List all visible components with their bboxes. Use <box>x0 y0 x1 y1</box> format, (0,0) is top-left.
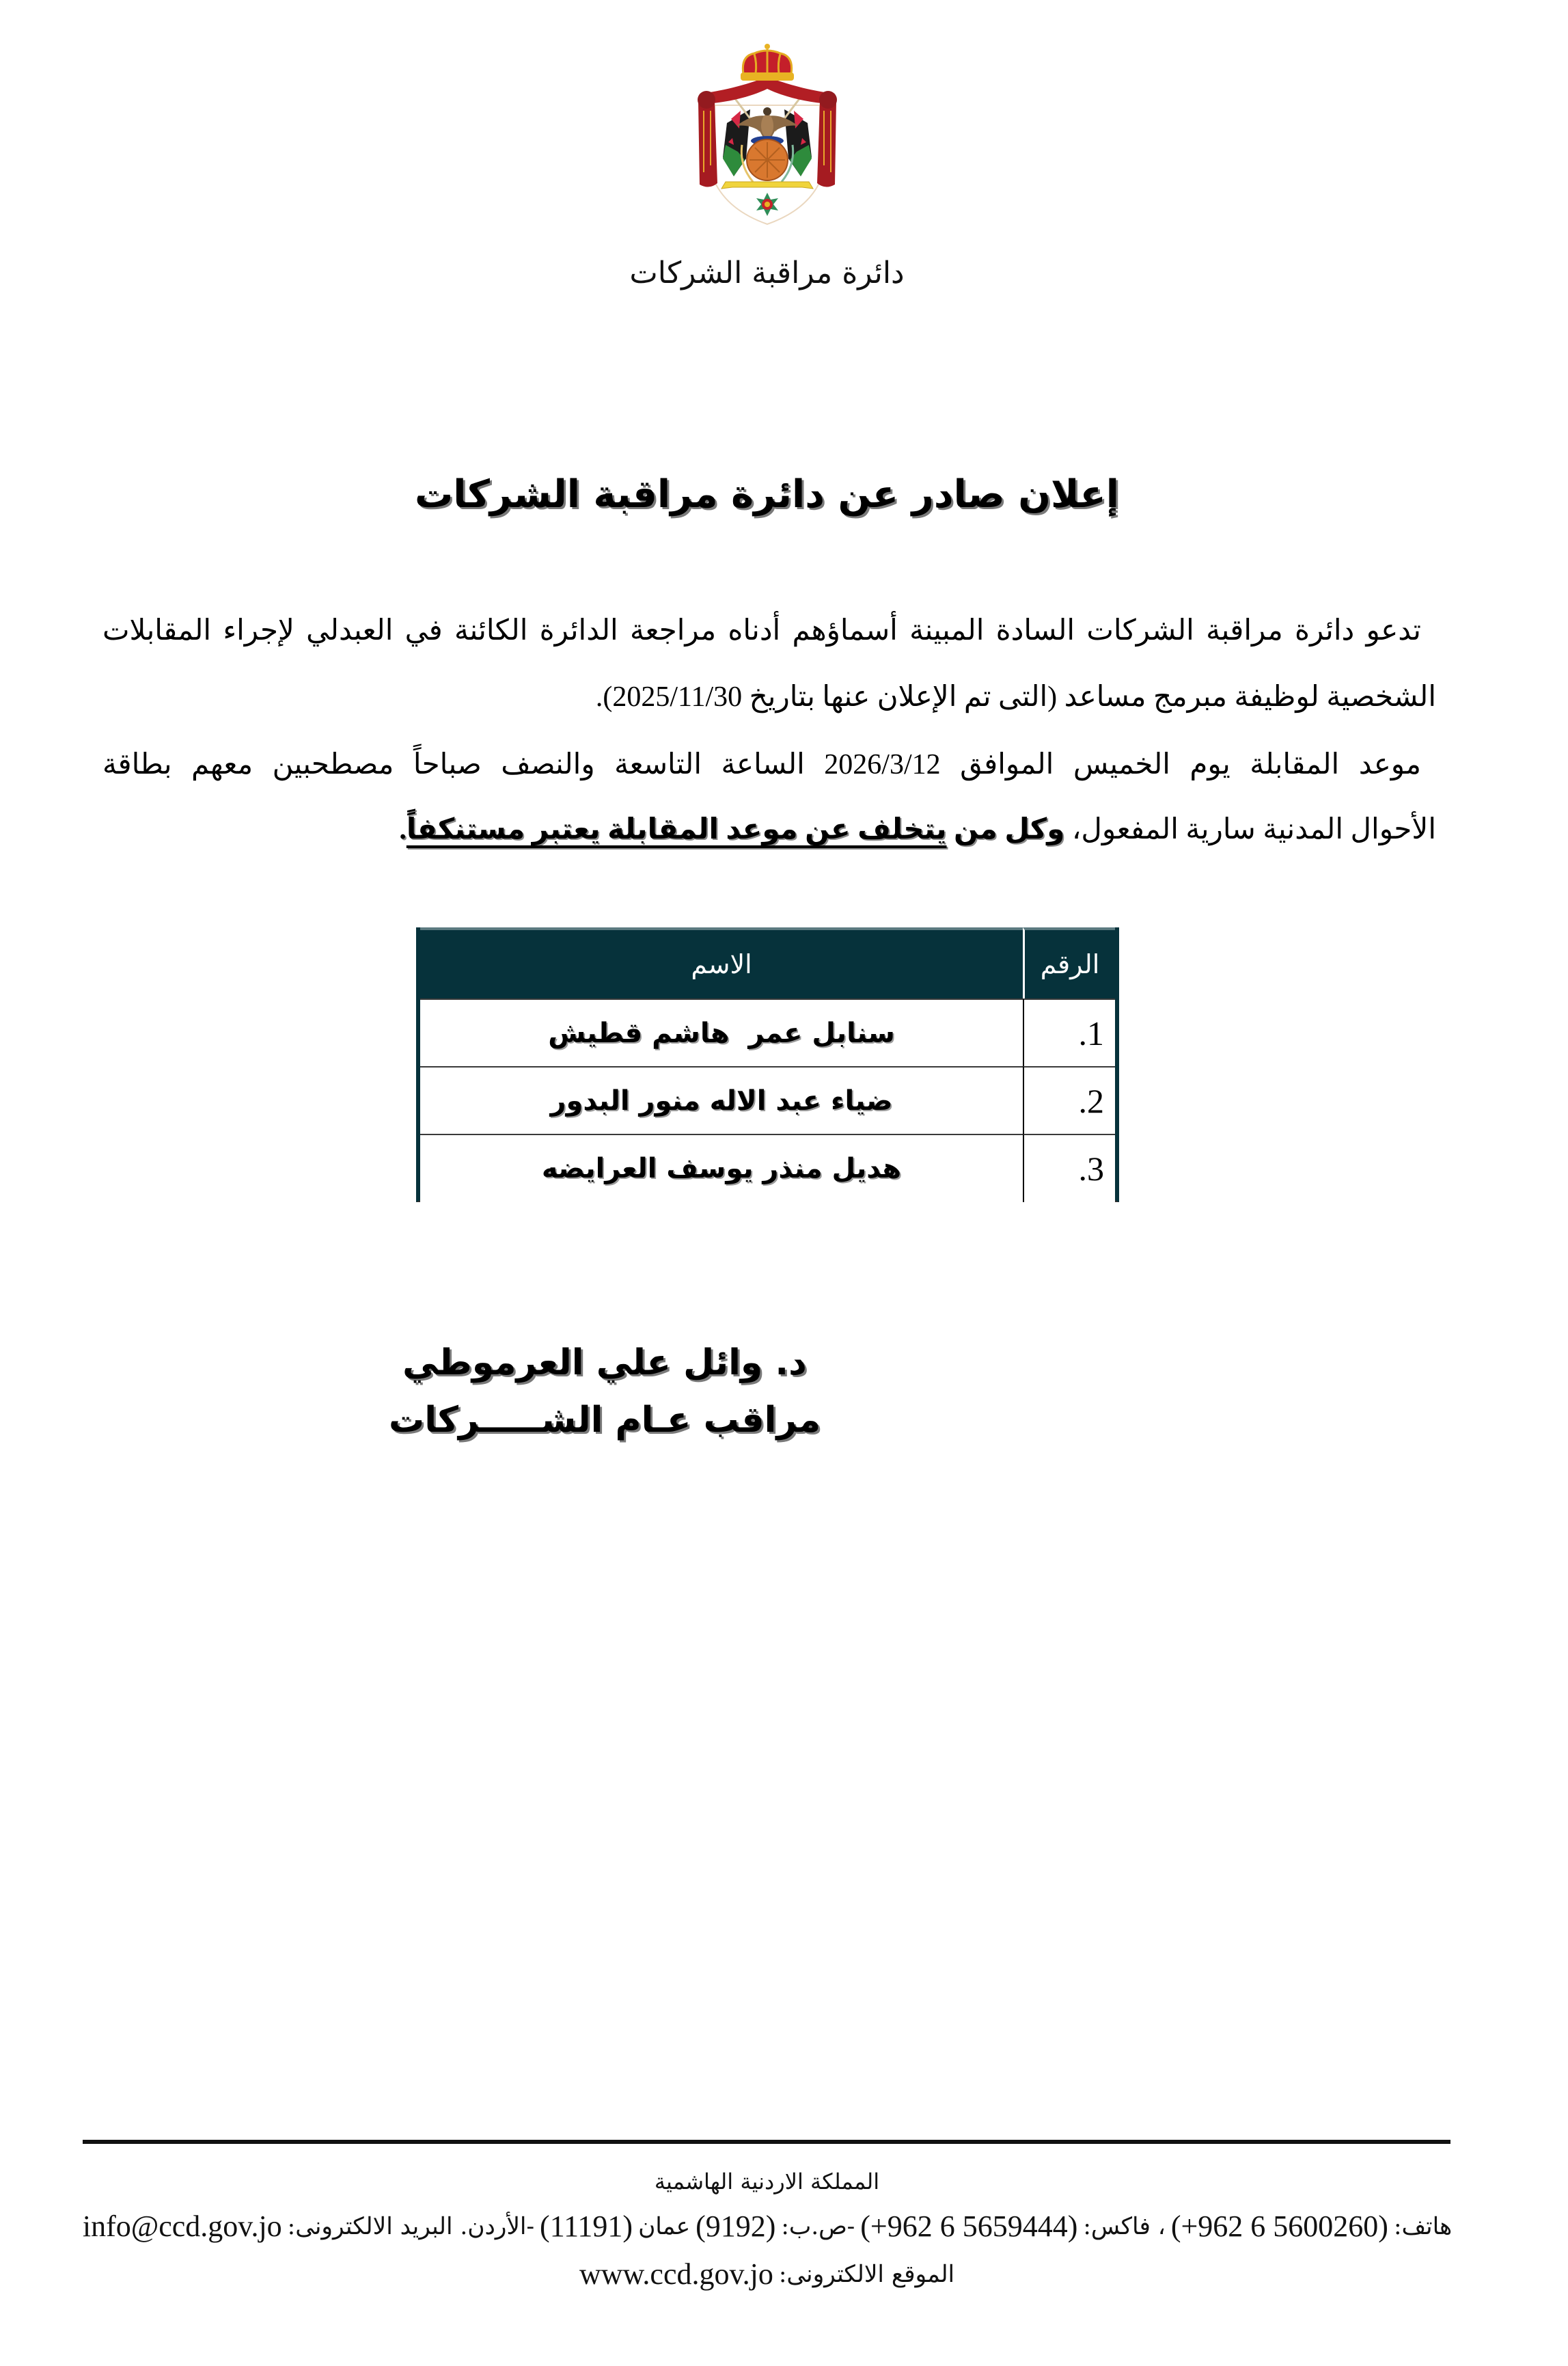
body-line-3: موعد المقابلة يوم الخميس الموافق 2026/3/12 الساعة التاسعة والنصف صباحاً مصطحبين معهم بطاقة <box>102 749 1421 780</box>
candidate-name: ضياء عبد الاله منور البدور <box>420 1066 1023 1134</box>
footer-website-line <box>478 2253 1056 2296</box>
body-line-4 <box>102 801 1436 858</box>
fax-label: ، فاكس: <box>1083 2213 1166 2240</box>
footer-kingdom: المملكة الاردنية الهاشمية <box>654 2168 880 2194</box>
warning-period: . <box>399 814 407 845</box>
body-line-2: الشخصية لوظيفة مبرمج مساعد (التى تم الإعلان عنها بتاريخ 2025/11/30). <box>595 681 1436 713</box>
row-number: 3. <box>1023 1134 1115 1202</box>
column-header-number: الرقم <box>1023 927 1115 998</box>
fax-number: (+962 6 5659444) <box>860 2209 1078 2243</box>
pobox-label: -ص.ب: <box>781 2213 855 2240</box>
city: عمان <box>638 2213 691 2240</box>
website-link[interactable]: www.ccd.gov.jo <box>579 2257 773 2291</box>
country-email-label: -الأردن. البريد الالكترونى: <box>287 2213 535 2240</box>
phone-number: (+962 6 5600260) <box>1170 2209 1388 2243</box>
email-link[interactable]: info@ccd.gov.jo <box>82 2209 282 2243</box>
postal-code: (11191) <box>540 2209 633 2243</box>
emblem-ribbon <box>721 182 813 189</box>
validity-text: الأحوال المدنية سارية المفعول، <box>1064 814 1436 845</box>
pobox-number: (9192) <box>696 2209 776 2243</box>
emblem-crown <box>741 44 794 81</box>
footer-divider <box>83 2140 1450 2144</box>
website-label: الموقع الالكترونى: <box>778 2261 955 2288</box>
department-logo-text: دائرة مراقبة الشركات <box>629 256 905 290</box>
jordan-coat-of-arms-emblem <box>691 42 843 228</box>
column-header-name: الاسم <box>420 927 1023 998</box>
body-line-1: تدعو دائرة مراقبة الشركات السادة المبينة أسماؤهم أدناه مراجعة الدائرة الكائنة في العبدلي لإجراء المقابلات <box>102 615 1421 647</box>
candidate-name: سنابل عمر هاشم قطيش <box>420 998 1023 1066</box>
signatory-name: د. وائل علي العرموطي <box>402 1342 807 1383</box>
row-number: 2. <box>1023 1066 1115 1134</box>
warning-prefix: وكل من <box>946 814 1065 845</box>
candidates-table <box>416 927 1119 1202</box>
row-number: 1. <box>1023 998 1115 1066</box>
announcement-title: إعلان صادر عن دائرة مراقبة الشركات <box>415 472 1119 517</box>
footer-contact-line <box>61 2204 1473 2249</box>
warning-underlined: يتخلف عن موعد المقابلة يعتبر مستنكفاً <box>406 814 947 845</box>
candidate-name: هديل منذر يوسف العرايضه <box>420 1134 1023 1202</box>
phone-label: هاتف: <box>1393 2213 1453 2240</box>
signatory-title: مراقب عـام الشـــــركات <box>388 1400 821 1441</box>
